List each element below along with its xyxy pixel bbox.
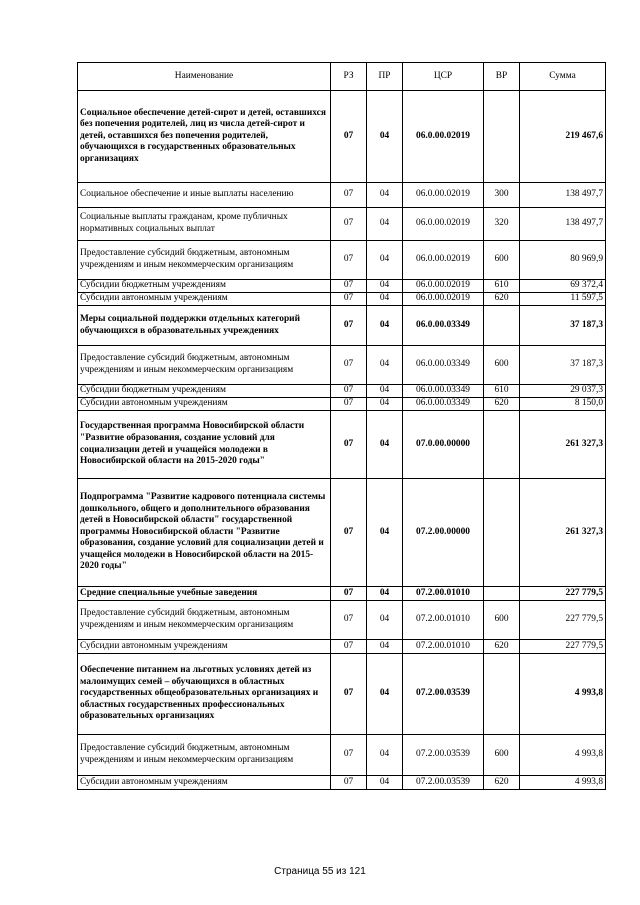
cell-sum: 219 467,6 xyxy=(520,91,606,183)
table-row xyxy=(78,241,606,280)
cell-vr: 300 xyxy=(484,183,520,208)
cell-rz: 07 xyxy=(331,411,367,479)
cell-csr: 06.0.00.03349 xyxy=(403,398,484,411)
header-name: Наименование xyxy=(78,63,331,91)
cell-pr: 04 xyxy=(367,280,403,293)
cell-vr: 610 xyxy=(484,385,520,398)
cell-csr: 07.2.00.03539 xyxy=(403,654,484,735)
table-row xyxy=(78,640,606,654)
cell-rz: 07 xyxy=(331,385,367,398)
cell-name: Субсидии автономным учреждениям xyxy=(78,776,331,790)
table-row xyxy=(78,654,606,735)
cell-csr: 06.0.00.02019 xyxy=(403,208,484,241)
cell-vr: 600 xyxy=(484,346,520,385)
cell-pr: 04 xyxy=(367,385,403,398)
header-vr: ВР xyxy=(484,63,520,91)
cell-sum: 4 993,8 xyxy=(520,776,606,790)
header-sum: Сумма xyxy=(520,63,606,91)
cell-csr: 06.0.00.02019 xyxy=(403,280,484,293)
cell-sum: 4 993,8 xyxy=(520,735,606,776)
budget-table xyxy=(77,62,606,790)
cell-csr: 07.2.00.01010 xyxy=(403,640,484,654)
cell-rz: 07 xyxy=(331,654,367,735)
cell-name: Подпрограмма "Развитие кадрового потенциала системы дошкольного, общего и дополнительного образования детей в Новосибирской области" государственной программы Новосибирской области "Развитие образования, создание условий для социализации детей и учащейся молодежи в Новосибирской области на 2015-2020 годы" xyxy=(78,479,331,587)
table-row xyxy=(78,587,606,601)
cell-vr: 620 xyxy=(484,398,520,411)
cell-name: Субсидии автономным учреждениям xyxy=(78,293,331,306)
cell-rz: 07 xyxy=(331,306,367,346)
cell-csr: 06.0.00.02019 xyxy=(403,183,484,208)
cell-sum: 11 597,5 xyxy=(520,293,606,306)
cell-pr: 04 xyxy=(367,346,403,385)
cell-sum: 37 187,3 xyxy=(520,346,606,385)
cell-vr xyxy=(484,479,520,587)
table-row xyxy=(78,91,606,183)
cell-vr xyxy=(484,654,520,735)
cell-vr xyxy=(484,411,520,479)
cell-rz: 07 xyxy=(331,208,367,241)
cell-name: Предоставление субсидий бюджетным, автономным учреждениям и иным некоммерческим организациям xyxy=(78,601,331,640)
cell-sum: 227 779,5 xyxy=(520,587,606,601)
cell-rz: 07 xyxy=(331,735,367,776)
table-row xyxy=(78,183,606,208)
cell-pr: 04 xyxy=(367,735,403,776)
cell-sum: 8 150,0 xyxy=(520,398,606,411)
cell-pr: 04 xyxy=(367,293,403,306)
cell-csr: 06.0.00.03349 xyxy=(403,306,484,346)
cell-name: Субсидии автономным учреждениям xyxy=(78,398,331,411)
cell-rz: 07 xyxy=(331,346,367,385)
table-row xyxy=(78,601,606,640)
cell-pr: 04 xyxy=(367,411,403,479)
cell-vr: 600 xyxy=(484,601,520,640)
cell-pr: 04 xyxy=(367,479,403,587)
cell-csr: 07.2.00.01010 xyxy=(403,601,484,640)
cell-pr: 04 xyxy=(367,776,403,790)
cell-vr: 600 xyxy=(484,735,520,776)
cell-rz: 07 xyxy=(331,183,367,208)
cell-name: Предоставление субсидий бюджетным, автономным учреждениям и иным некоммерческим организациям xyxy=(78,735,331,776)
table-row xyxy=(78,735,606,776)
cell-rz: 07 xyxy=(331,398,367,411)
cell-sum: 138 497,7 xyxy=(520,208,606,241)
cell-sum: 29 037,3 xyxy=(520,385,606,398)
cell-rz: 07 xyxy=(331,640,367,654)
table-row xyxy=(78,411,606,479)
table-row xyxy=(78,280,606,293)
cell-rz: 07 xyxy=(331,776,367,790)
cell-vr xyxy=(484,306,520,346)
table-row xyxy=(78,776,606,790)
table-row xyxy=(78,306,606,346)
cell-csr: 06.0.00.02019 xyxy=(403,293,484,306)
cell-vr: 600 xyxy=(484,241,520,280)
cell-csr: 06.0.00.03349 xyxy=(403,385,484,398)
cell-pr: 04 xyxy=(367,640,403,654)
header-csr: ЦСР xyxy=(403,63,484,91)
cell-pr: 04 xyxy=(367,306,403,346)
cell-pr: 04 xyxy=(367,183,403,208)
cell-csr: 07.2.00.03539 xyxy=(403,735,484,776)
cell-rz: 07 xyxy=(331,280,367,293)
cell-sum: 138 497,7 xyxy=(520,183,606,208)
cell-name: Социальные выплаты гражданам, кроме публичных нормативных социальных выплат xyxy=(78,208,331,241)
cell-rz: 07 xyxy=(331,293,367,306)
cell-name: Государственная программа Новосибирской области "Развитие образования, создание условий для социализации детей и учащейся молодежи в Новосибирской области на 2015-2020 годы" xyxy=(78,411,331,479)
cell-pr: 04 xyxy=(367,208,403,241)
cell-sum: 4 993,8 xyxy=(520,654,606,735)
header-pr: ПР xyxy=(367,63,403,91)
cell-rz: 07 xyxy=(331,587,367,601)
table-row xyxy=(78,398,606,411)
cell-pr: 04 xyxy=(367,241,403,280)
cell-vr: 610 xyxy=(484,280,520,293)
cell-csr: 06.0.00.02019 xyxy=(403,91,484,183)
cell-vr: 620 xyxy=(484,293,520,306)
cell-csr: 07.2.00.01010 xyxy=(403,587,484,601)
cell-name: Субсидии бюджетным учреждениям xyxy=(78,385,331,398)
cell-sum: 227 779,5 xyxy=(520,601,606,640)
cell-name: Субсидии бюджетным учреждениям xyxy=(78,280,331,293)
cell-pr: 04 xyxy=(367,654,403,735)
cell-vr: 620 xyxy=(484,776,520,790)
cell-csr: 06.0.00.03349 xyxy=(403,346,484,385)
cell-rz: 07 xyxy=(331,601,367,640)
cell-name: Субсидии автономным учреждениям xyxy=(78,640,331,654)
cell-csr: 07.0.00.00000 xyxy=(403,411,484,479)
cell-vr: 620 xyxy=(484,640,520,654)
table-row xyxy=(78,385,606,398)
header-rz: РЗ xyxy=(331,63,367,91)
cell-pr: 04 xyxy=(367,91,403,183)
cell-name: Предоставление субсидий бюджетным, автономным учреждениям и иным некоммерческим организациям xyxy=(78,346,331,385)
cell-vr: 320 xyxy=(484,208,520,241)
cell-name: Средние специальные учебные заведения xyxy=(78,587,331,601)
cell-name: Социальное обеспечение детей-сирот и детей, оставшихся без попечения родителей, лиц из числа детей-сирот и детей, оставшихся без попечения родителей, обучающихся в государственных образовательных организациях xyxy=(78,91,331,183)
cell-vr xyxy=(484,587,520,601)
cell-sum: 80 969,9 xyxy=(520,241,606,280)
cell-sum: 37 187,3 xyxy=(520,306,606,346)
cell-name: Предоставление субсидий бюджетным, автономным учреждениям и иным некоммерческим организациям xyxy=(78,241,331,280)
cell-sum: 69 372,4 xyxy=(520,280,606,293)
cell-csr: 06.0.00.02019 xyxy=(403,241,484,280)
cell-rz: 07 xyxy=(331,241,367,280)
table-row xyxy=(78,479,606,587)
cell-pr: 04 xyxy=(367,398,403,411)
cell-sum: 261 327,3 xyxy=(520,411,606,479)
page-number: Страница 55 из 121 xyxy=(274,866,366,877)
cell-rz: 07 xyxy=(331,91,367,183)
cell-pr: 04 xyxy=(367,601,403,640)
cell-rz: 07 xyxy=(331,479,367,587)
cell-sum: 227 779,5 xyxy=(520,640,606,654)
cell-name: Обеспечение питанием на льготных условиях детей из малоимущих семей – обучающихся в областных государственных общеобразовательных организациях и областных государственных профессиональных образовательных организациях xyxy=(78,654,331,735)
cell-pr: 04 xyxy=(367,587,403,601)
cell-csr: 07.2.00.03539 xyxy=(403,776,484,790)
table-row xyxy=(78,346,606,385)
table-row xyxy=(78,293,606,306)
cell-vr xyxy=(484,91,520,183)
cell-sum: 261 327,3 xyxy=(520,479,606,587)
table-row xyxy=(78,208,606,241)
cell-name: Социальное обеспечение и иные выплаты населению xyxy=(78,183,331,208)
cell-csr: 07.2.00.00000 xyxy=(403,479,484,587)
header-row xyxy=(78,63,606,91)
cell-name: Меры социальной поддержки отдельных категорий обучающихся в образовательных учреждениях xyxy=(78,306,331,346)
